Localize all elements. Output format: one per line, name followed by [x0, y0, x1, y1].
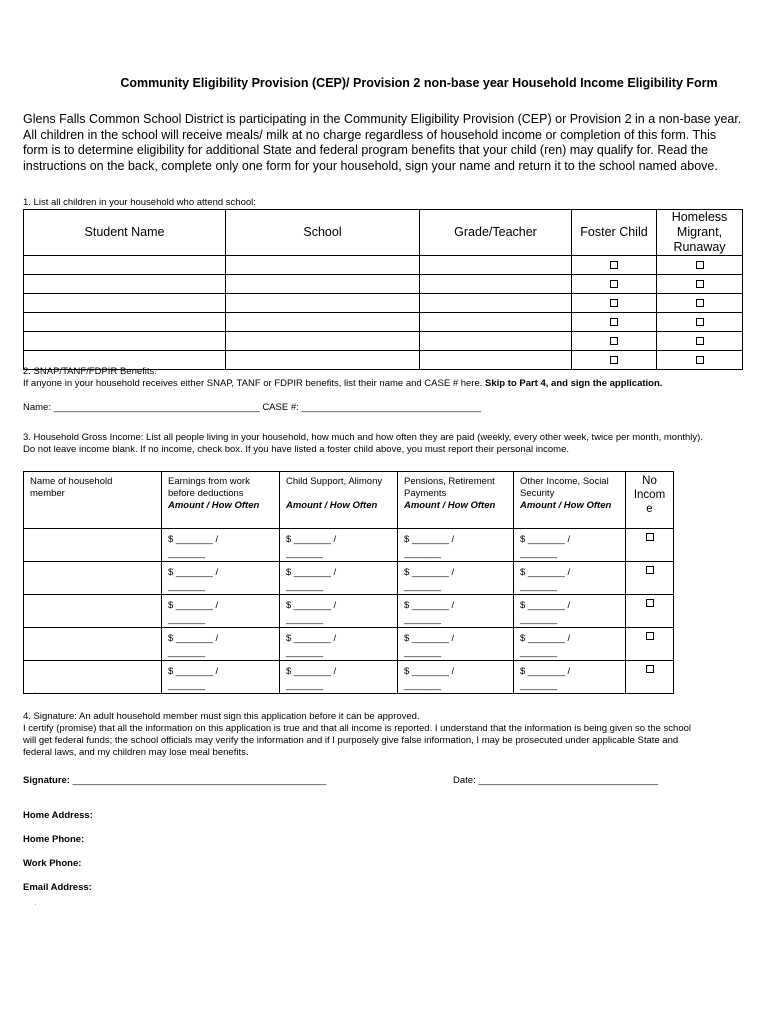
grade-teacher-cell[interactable]: [420, 294, 572, 313]
children-table: [23, 209, 743, 370]
checkbox-icon[interactable]: [696, 280, 704, 288]
homeless-checkbox-cell: [657, 294, 743, 313]
no-income-cell: [626, 661, 674, 694]
other-income-cell[interactable]: $ _______ / _______: [514, 595, 626, 628]
income-row: [24, 562, 674, 595]
separator-dot: ·: [34, 688, 37, 697]
no-income-cell: [626, 562, 674, 595]
student-name-cell[interactable]: [24, 294, 226, 313]
earnings-cell[interactable]: $ _______ / _______: [162, 661, 280, 694]
section2: [23, 366, 753, 390]
checkbox-icon[interactable]: [696, 356, 704, 364]
checkbox-icon[interactable]: [646, 599, 654, 607]
household-member-cell[interactable]: [24, 529, 162, 562]
section3-line1: 3. Household Gross Income: List all people living in your household, how much and how often they are paid (weekly, every other week, twice per month, monthly).: [23, 432, 703, 443]
section3-line2: Do not leave income blank. If no income, check box. If you have listed a foster child above, you must report their personal income.: [23, 444, 570, 455]
school-cell[interactable]: [226, 256, 420, 275]
home-phone-label: Home Phone:: [23, 834, 85, 845]
form-title: Community Eligibility Provision (CEP)/ Provision 2 non-base year Household Income Eligibility Form: [120, 76, 718, 90]
header-school: School: [226, 210, 420, 256]
student-name-cell[interactable]: [24, 313, 226, 332]
grade-teacher-cell[interactable]: [420, 256, 572, 275]
checkbox-icon[interactable]: [696, 261, 704, 269]
other-income-cell[interactable]: $ _______ / _______: [514, 529, 626, 562]
section3: [23, 432, 753, 456]
student-name-cell[interactable]: [24, 332, 226, 351]
pensions-cell[interactable]: $ _______ / _______: [398, 562, 514, 595]
work-phone-label: Work Phone:: [23, 858, 82, 869]
child-row: [24, 294, 743, 313]
no-income-cell: [626, 529, 674, 562]
separator-dot: ·: [34, 900, 37, 909]
foster-child-checkbox-cell: [572, 256, 657, 275]
checkbox-icon[interactable]: [610, 356, 618, 364]
pensions-cell[interactable]: $ _______ / _______: [398, 628, 514, 661]
child-row: [24, 332, 743, 351]
homeless-checkbox-cell: [657, 332, 743, 351]
child-support-cell[interactable]: $ _______ / _______: [280, 661, 398, 694]
student-name-cell[interactable]: [24, 256, 226, 275]
other-income-cell[interactable]: $ _______ / _______: [514, 661, 626, 694]
income-table-body: [24, 529, 674, 694]
home-address-label: Home Address:: [23, 810, 93, 821]
school-cell[interactable]: [226, 313, 420, 332]
household-member-cell[interactable]: [24, 661, 162, 694]
section1-label: 1. List all children in your household who attend school:: [23, 197, 256, 208]
school-cell[interactable]: [226, 332, 420, 351]
header-child-support: Child Support, Alimony Amount / How Often: [280, 472, 398, 529]
header-student-name: Student Name: [24, 210, 226, 256]
homeless-checkbox-cell: [657, 313, 743, 332]
header-homeless: Homeless Migrant, Runaway: [657, 210, 743, 256]
household-member-cell[interactable]: [24, 595, 162, 628]
earnings-cell[interactable]: $ _______ / _______: [162, 562, 280, 595]
pensions-cell[interactable]: $ _______ / _______: [398, 595, 514, 628]
pensions-cell[interactable]: $ _______ / _______: [398, 529, 514, 562]
school-cell[interactable]: [226, 275, 420, 294]
header-grade-teacher: Grade/Teacher: [420, 210, 572, 256]
homeless-checkbox-cell: [657, 275, 743, 294]
checkbox-icon[interactable]: [610, 280, 618, 288]
other-income-cell[interactable]: $ _______ / _______: [514, 628, 626, 661]
checkbox-icon[interactable]: [646, 533, 654, 541]
income-row: [24, 628, 674, 661]
section2-text: If anyone in your household receives either SNAP, TANF or FDPIR benefits, list their name and CASE # here. Skip to Part 4, and sign the application.: [23, 378, 663, 389]
child-row: [24, 313, 743, 332]
earnings-cell[interactable]: $ _______ / _______: [162, 628, 280, 661]
header-no-income: No Incom e: [626, 472, 674, 529]
section4-line4: federal laws, and my children may lose meal benefits.: [23, 747, 249, 758]
foster-child-checkbox-cell: [572, 275, 657, 294]
homeless-checkbox-cell: [657, 256, 743, 275]
signature-field[interactable]: Signature: ________________________________________________: [23, 775, 327, 786]
income-row: [24, 661, 674, 694]
pensions-cell[interactable]: $ _______ / _______: [398, 661, 514, 694]
child-support-cell[interactable]: $ _______ / _______: [280, 628, 398, 661]
name-case-line[interactable]: Name: _______________________________________ CASE #: __________________________________: [23, 402, 482, 413]
earnings-cell[interactable]: $ _______ / _______: [162, 529, 280, 562]
email-address-label: Email Address:: [23, 882, 92, 893]
section2-label: 2. SNAP/TANF/FDPIR Benefits:: [23, 366, 157, 377]
checkbox-icon[interactable]: [696, 337, 704, 345]
checkbox-icon[interactable]: [696, 299, 704, 307]
checkbox-icon[interactable]: [646, 665, 654, 673]
checkbox-icon[interactable]: [646, 566, 654, 574]
checkbox-icon[interactable]: [610, 318, 618, 326]
child-support-cell[interactable]: $ _______ / _______: [280, 562, 398, 595]
header-other-income: Other Income, Social Security Amount / How Often: [514, 472, 626, 529]
checkbox-icon[interactable]: [646, 632, 654, 640]
child-row: [24, 275, 743, 294]
no-income-cell: [626, 628, 674, 661]
checkbox-icon[interactable]: [610, 261, 618, 269]
school-cell[interactable]: [226, 294, 420, 313]
section4-line1: 4. Signature: An adult household member must sign this application before it can be approved.: [23, 711, 420, 722]
intro-paragraph: Glens Falls Common School District is participating in the Community Eligibility Provision (CEP) or Provision 2 in a non-base year. All children in the school will receive meals/ milk at no charge regardless of household income or completion of this form. This form is to determine eligibility for additional State and federal program benefits that your child (ren) may qualify for. Read the instructions on the back, complete only one form for your household, sign your name and return it to the school named above.: [23, 112, 742, 173]
household-member-cell[interactable]: [24, 628, 162, 661]
grade-teacher-cell[interactable]: [420, 275, 572, 294]
header-pensions: Pensions, Retirement Payments Amount / How Often: [398, 472, 514, 529]
income-row: [24, 529, 674, 562]
child-support-cell[interactable]: $ _______ / _______: [280, 595, 398, 628]
earnings-cell[interactable]: $ _______ / _______: [162, 595, 280, 628]
grade-teacher-cell[interactable]: [420, 332, 572, 351]
header-household-member: Name of household member: [24, 472, 162, 529]
grade-teacher-cell[interactable]: [420, 313, 572, 332]
household-member-cell[interactable]: [24, 562, 162, 595]
foster-child-checkbox-cell: [572, 313, 657, 332]
header-earnings: Earnings from work before deductions Amount / How Often: [162, 472, 280, 529]
checkbox-icon[interactable]: [610, 299, 618, 307]
foster-child-checkbox-cell: [572, 294, 657, 313]
checkbox-icon[interactable]: [696, 318, 704, 326]
checkbox-icon[interactable]: [610, 337, 618, 345]
child-row: [24, 256, 743, 275]
income-row: [24, 595, 674, 628]
foster-child-checkbox-cell: [572, 332, 657, 351]
section4: [23, 711, 753, 759]
children-table-body: [24, 256, 743, 370]
student-name-cell[interactable]: [24, 275, 226, 294]
other-income-cell[interactable]: $ _______ / _______: [514, 562, 626, 595]
section4-line2: I certify (promise) that all the information on this application is true and that all income is reported. I understand that the information is being given so the school: [23, 723, 691, 734]
no-income-cell: [626, 595, 674, 628]
header-foster-child: Foster Child: [572, 210, 657, 256]
date-field[interactable]: Date: __________________________________: [453, 775, 658, 786]
section4-line3: will get federal funds; the school officials may verify the information and if I purposely give false information, I may be prosecuted under applicable State and: [23, 735, 679, 746]
child-support-cell[interactable]: $ _______ / _______: [280, 529, 398, 562]
income-table: [23, 471, 674, 694]
